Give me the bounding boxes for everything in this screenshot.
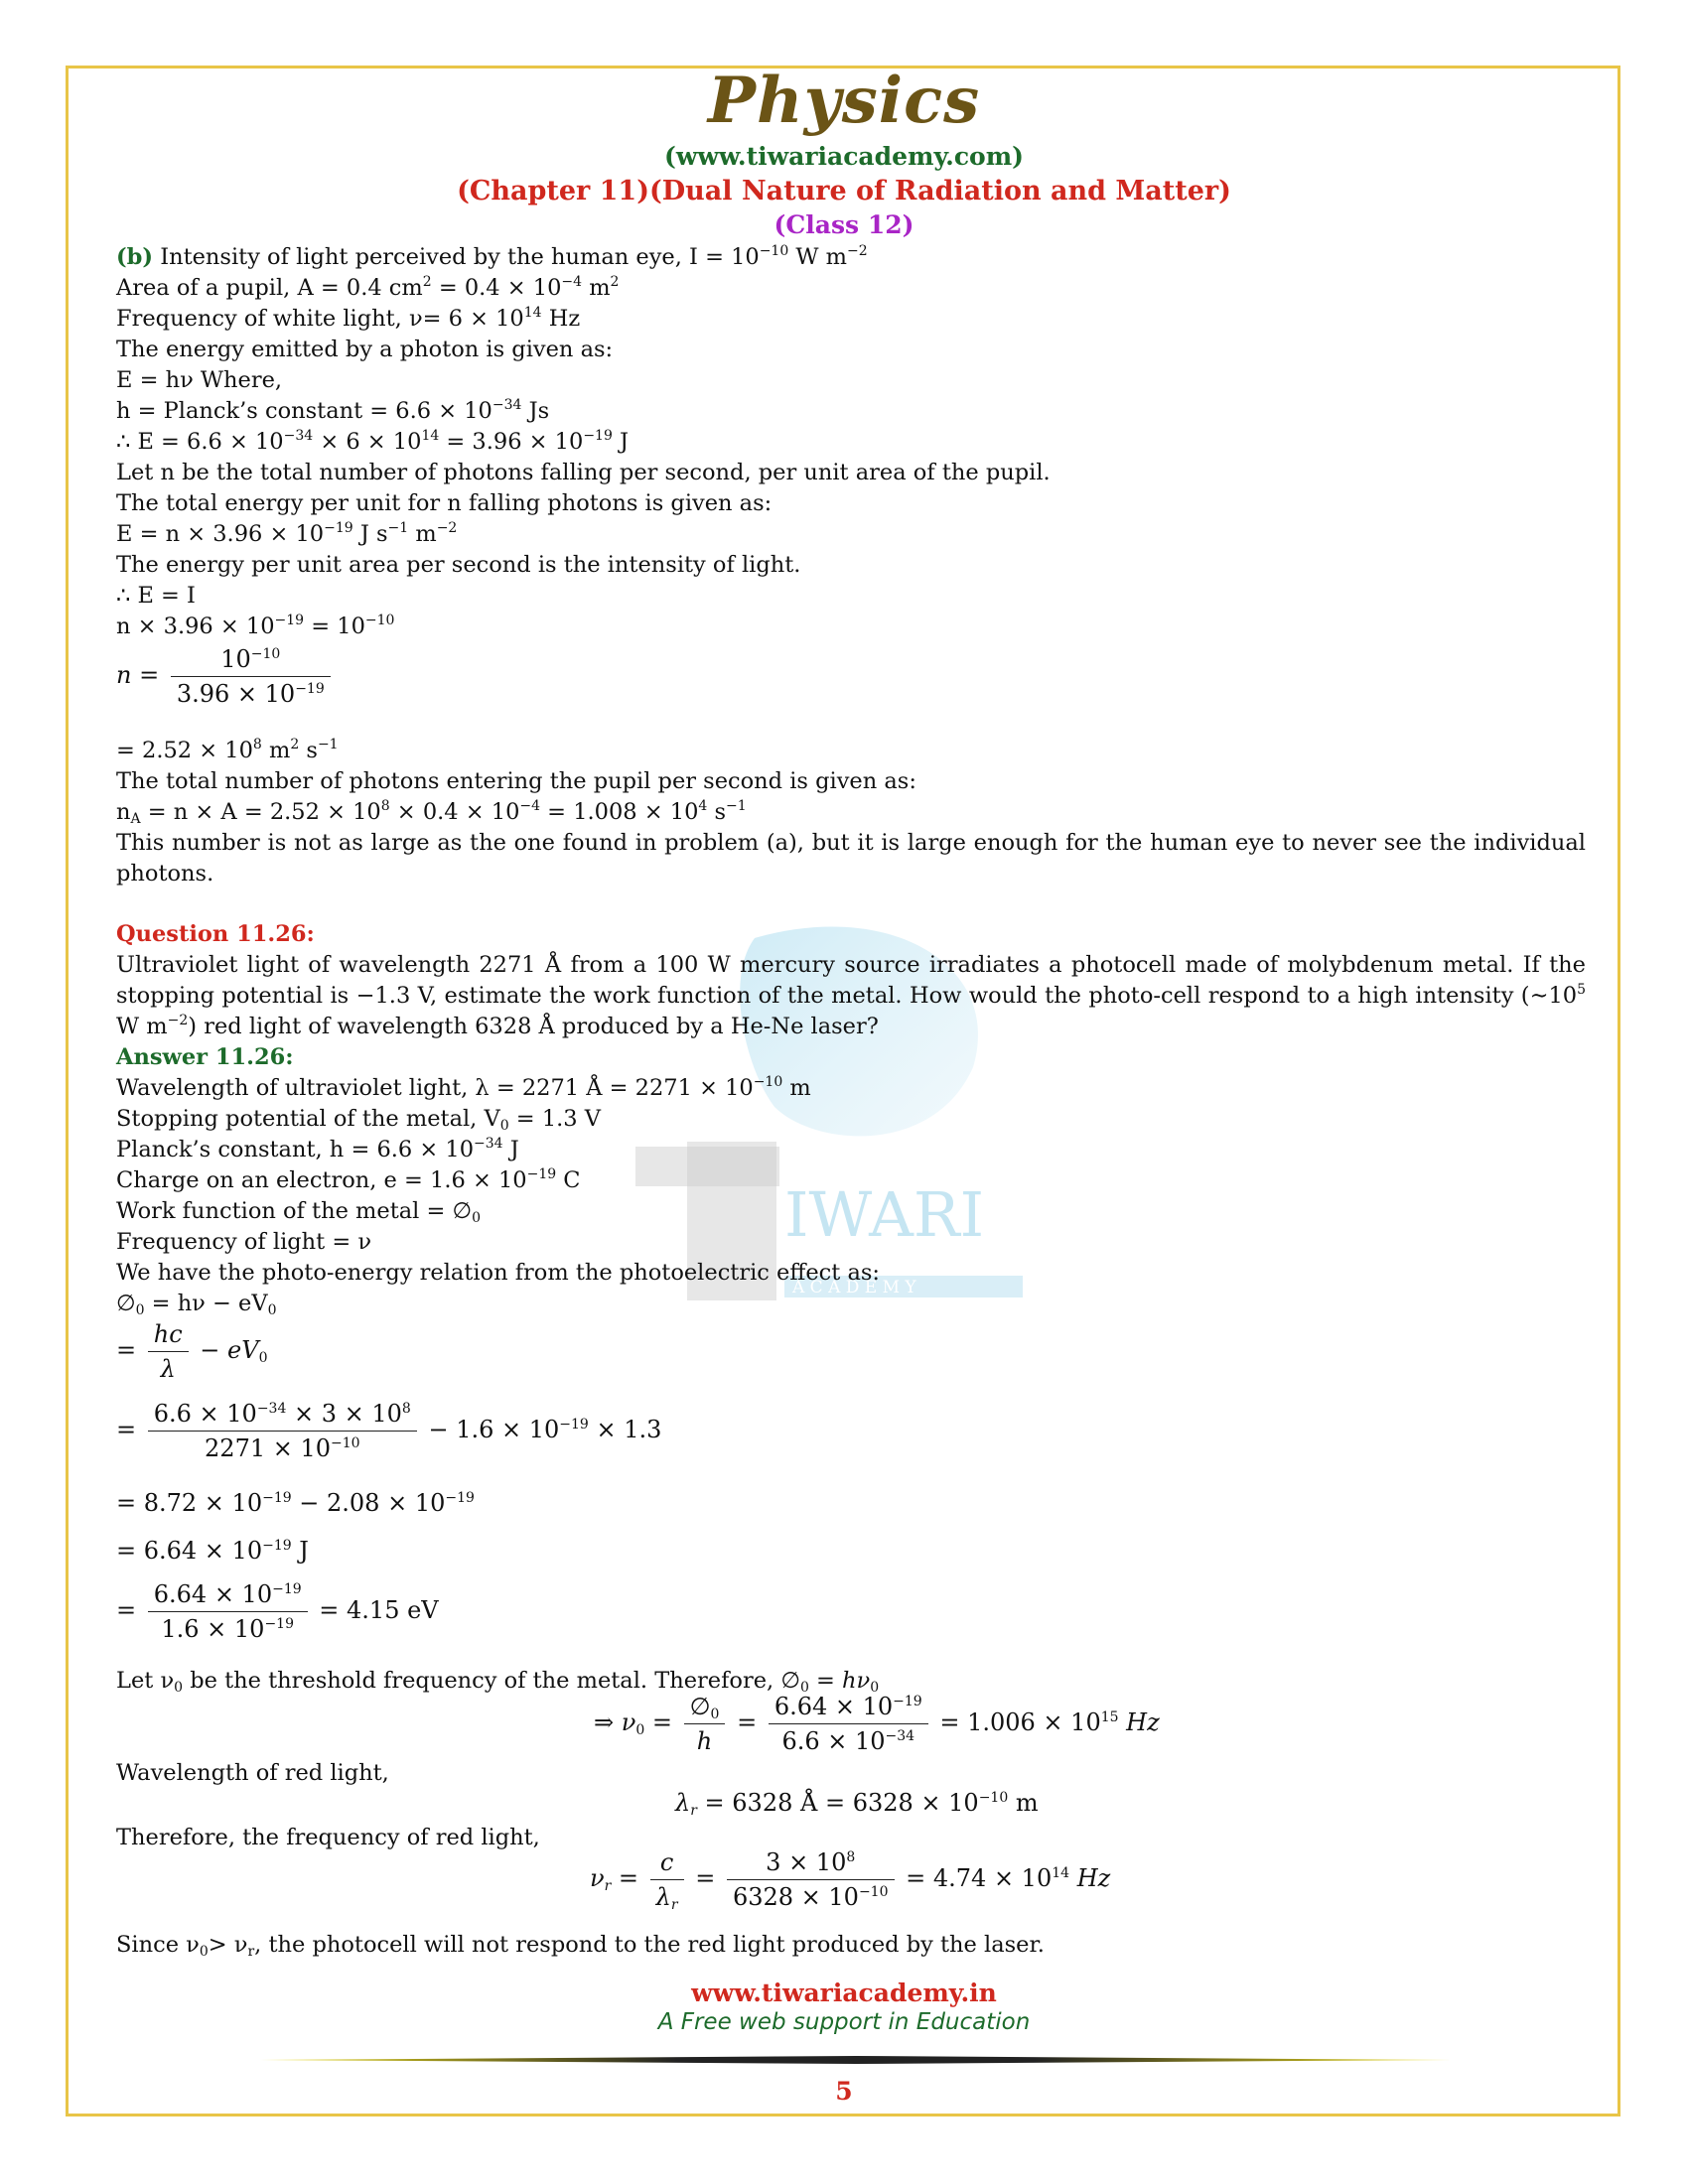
photo-relation-line: We have the photo-energy relation from the photoelectric effect as: <box>116 1260 880 1286</box>
frequency-of-light-line: Frequency of light = ν <box>116 1229 372 1255</box>
work-function-line: Work function of the metal = $\emptyset_0$ <box>116 1198 482 1226</box>
footer-url[interactable]: www.tiwariacademy.in <box>691 1979 997 2007</box>
red-frequency-label: Therefore, the frequency of red light, <box>116 1825 540 1850</box>
n-result-line: = $2.52 \times 10^8$ $m^2$ $s^{-1}$ <box>116 737 339 763</box>
n-equation-line: $n \times 3.96 \times 10^{-19} = 10^{-10}$ <box>116 613 395 639</box>
page-number: 5 <box>835 2077 853 2106</box>
eq-work-function-joule: = $6.64 \times 10^{-19}$ J <box>116 1537 309 1565</box>
eq-difference: = $8.72 \times 10^{-19} - 2.08 \times 10^{-19}$ <box>116 1489 475 1517</box>
planck-constant-line: Planck’s constant, $h = 6.6 \times 10^{-34}$ J <box>116 1136 519 1162</box>
conclusion-paragraph: This number is not as large as the one found in problem (a), but it is large enough for the human eye to never see the individual photons. <box>116 830 1586 887</box>
eq-work-function-ev: = $\frac{6.64 \times 10^{-19}}{1.6 \times 10^{-19}}$ = 4.15 eV <box>116 1580 439 1643</box>
red-wavelength-label: Wavelength of red light, <box>116 1760 389 1786</box>
energy-intro-line: The energy emitted by a photon is given as: <box>116 337 614 362</box>
threshold-line: Let $\nu_0$ be the threshold frequency of the metal. Therefore, $\emptyset_0 = h\nu_0$ <box>116 1668 880 1696</box>
header-url[interactable]: (www.tiwariacademy.com) <box>663 142 1024 171</box>
final-conclusion-line: Since $\nu_0> \nu_r$, the photocell will not respond to the red light produced by the laser. <box>116 1932 1045 1960</box>
e-hv-line: E = hν Where, <box>116 367 283 393</box>
watermark-text: IWARI <box>784 1178 985 1251</box>
intensity-def-line: The energy per unit area per second is the intensity of light. <box>116 552 801 578</box>
eq-numeric-substitution: = $\frac{6.6 \times 10^{-34} \times 3 \times 10^8}{2271 \times 10^{-10}}$ − $1.6 \times 10^{-19} \times 1.3$ <box>116 1400 662 1462</box>
threshold-frequency-equation: ⇒ $\nu_0$ = $\frac{\emptyset_0}{h}$ = $\frac{6.64 \times 10^{-19}}{6.6 \times 10^{-34}}$ = $1.006 \times 10^{15}$ Hz <box>594 1693 1160 1755</box>
na-line: $n_A = n \times A = 2.52 \times 10^8 \times 0.4 \times 10^{-4} = 1.008 \times 10^4$ $s^{-1}$ <box>116 798 747 827</box>
let-n-line: Let n be the total number of photons falling per second, per unit area of the pupil. <box>116 460 1051 485</box>
total-energy-line: The total energy per unit for n falling photons is given as: <box>116 490 773 516</box>
pupil-area-line: Area of a pupil, A = 0.4 $cm^2 = 0.4 \times 10^{-4}$ $m^2$ <box>116 274 620 301</box>
stopping-potential-line: Stopping potential of the metal, $V_0 = 1.3$ V <box>116 1106 601 1134</box>
e-equals-i-line: ∴ E = I <box>116 583 196 609</box>
answer-heading: Answer 11.26: <box>116 1044 294 1070</box>
watermark-subtext: A C A D E M Y <box>792 1278 916 1297</box>
electron-charge-line: Charge on an electron, $e = 1.6 \times 10^{-19}$ C <box>116 1166 581 1193</box>
phi-equation-line: $\emptyset_0 = h\nu - eV_0$ <box>116 1291 277 1318</box>
class-label: (Class 12) <box>774 210 914 239</box>
question-text: Ultraviolet light of wavelength 2271 Å from a 100 W mercury source irradiates a photocell made of molybdenum metal. If the stopping potential is −1.3 V, estimate the work function of the metal. How would the photo-cell respond to a high intensity ($\sim 10^5$ W $m^{-2}$) red light of wavelength 6328 Å produced by a He-Ne laser? <box>116 952 1586 1039</box>
energy-n-line: $E = n \times 3.96 \times 10^{-19}$ J $s^{-1}$ $m^{-2}$ <box>116 520 458 547</box>
page-title: Physics <box>707 64 981 138</box>
planck-line: h = Planck’s constant = $6.6 \times 10^{-34}$ Js <box>116 397 550 424</box>
n-fraction: n = $\frac{10^{-10}}{3.96 \times 10^{-19}}$ <box>116 645 335 708</box>
frequency-line: Frequency of white light, $\nu= 6 \times 10^{14}$ Hz <box>116 305 581 332</box>
footer-tagline: A Free web support in Education <box>657 2009 1031 2035</box>
eq-hc-lambda: = $\frac{hc}{\lambda}$ − $eV_0$ <box>116 1320 268 1383</box>
energy-calc-line: ∴ $E = 6.6 \times 10^{-34} \times 6 \times 10^{14} = 3.96 \times 10^{-19}$ J <box>116 428 630 455</box>
wavelength-line: Wavelength of ultraviolet light, λ = 2271 Å = $2271 \times 10^{-10}$ m <box>116 1074 811 1101</box>
footer-divider <box>260 2056 1452 2064</box>
red-frequency-equation: $\nu_r$ = $\frac{c}{\lambda_r}$ = $\frac{3 \times 10^8}{6328 \times 10^{-10}}$ = $4.74 \times 10^{14}$ Hz <box>590 1848 1111 1913</box>
question-heading: Question 11.26: <box>116 921 315 947</box>
chapter-title: (Chapter 11)(Dual Nature of Radiation and Matter) <box>457 176 1231 206</box>
intensity-line: (b) Intensity of light perceived by the human eye, $I = 10^{-10}$ W $m^{-2}$ <box>116 243 868 270</box>
red-wavelength-equation: $\lambda_r = 6328$ Å = $6328 \times 10^{-10}$ m <box>675 1789 1039 1819</box>
pupil-total-line: The total number of photons entering the pupil per second is given as: <box>116 768 916 794</box>
